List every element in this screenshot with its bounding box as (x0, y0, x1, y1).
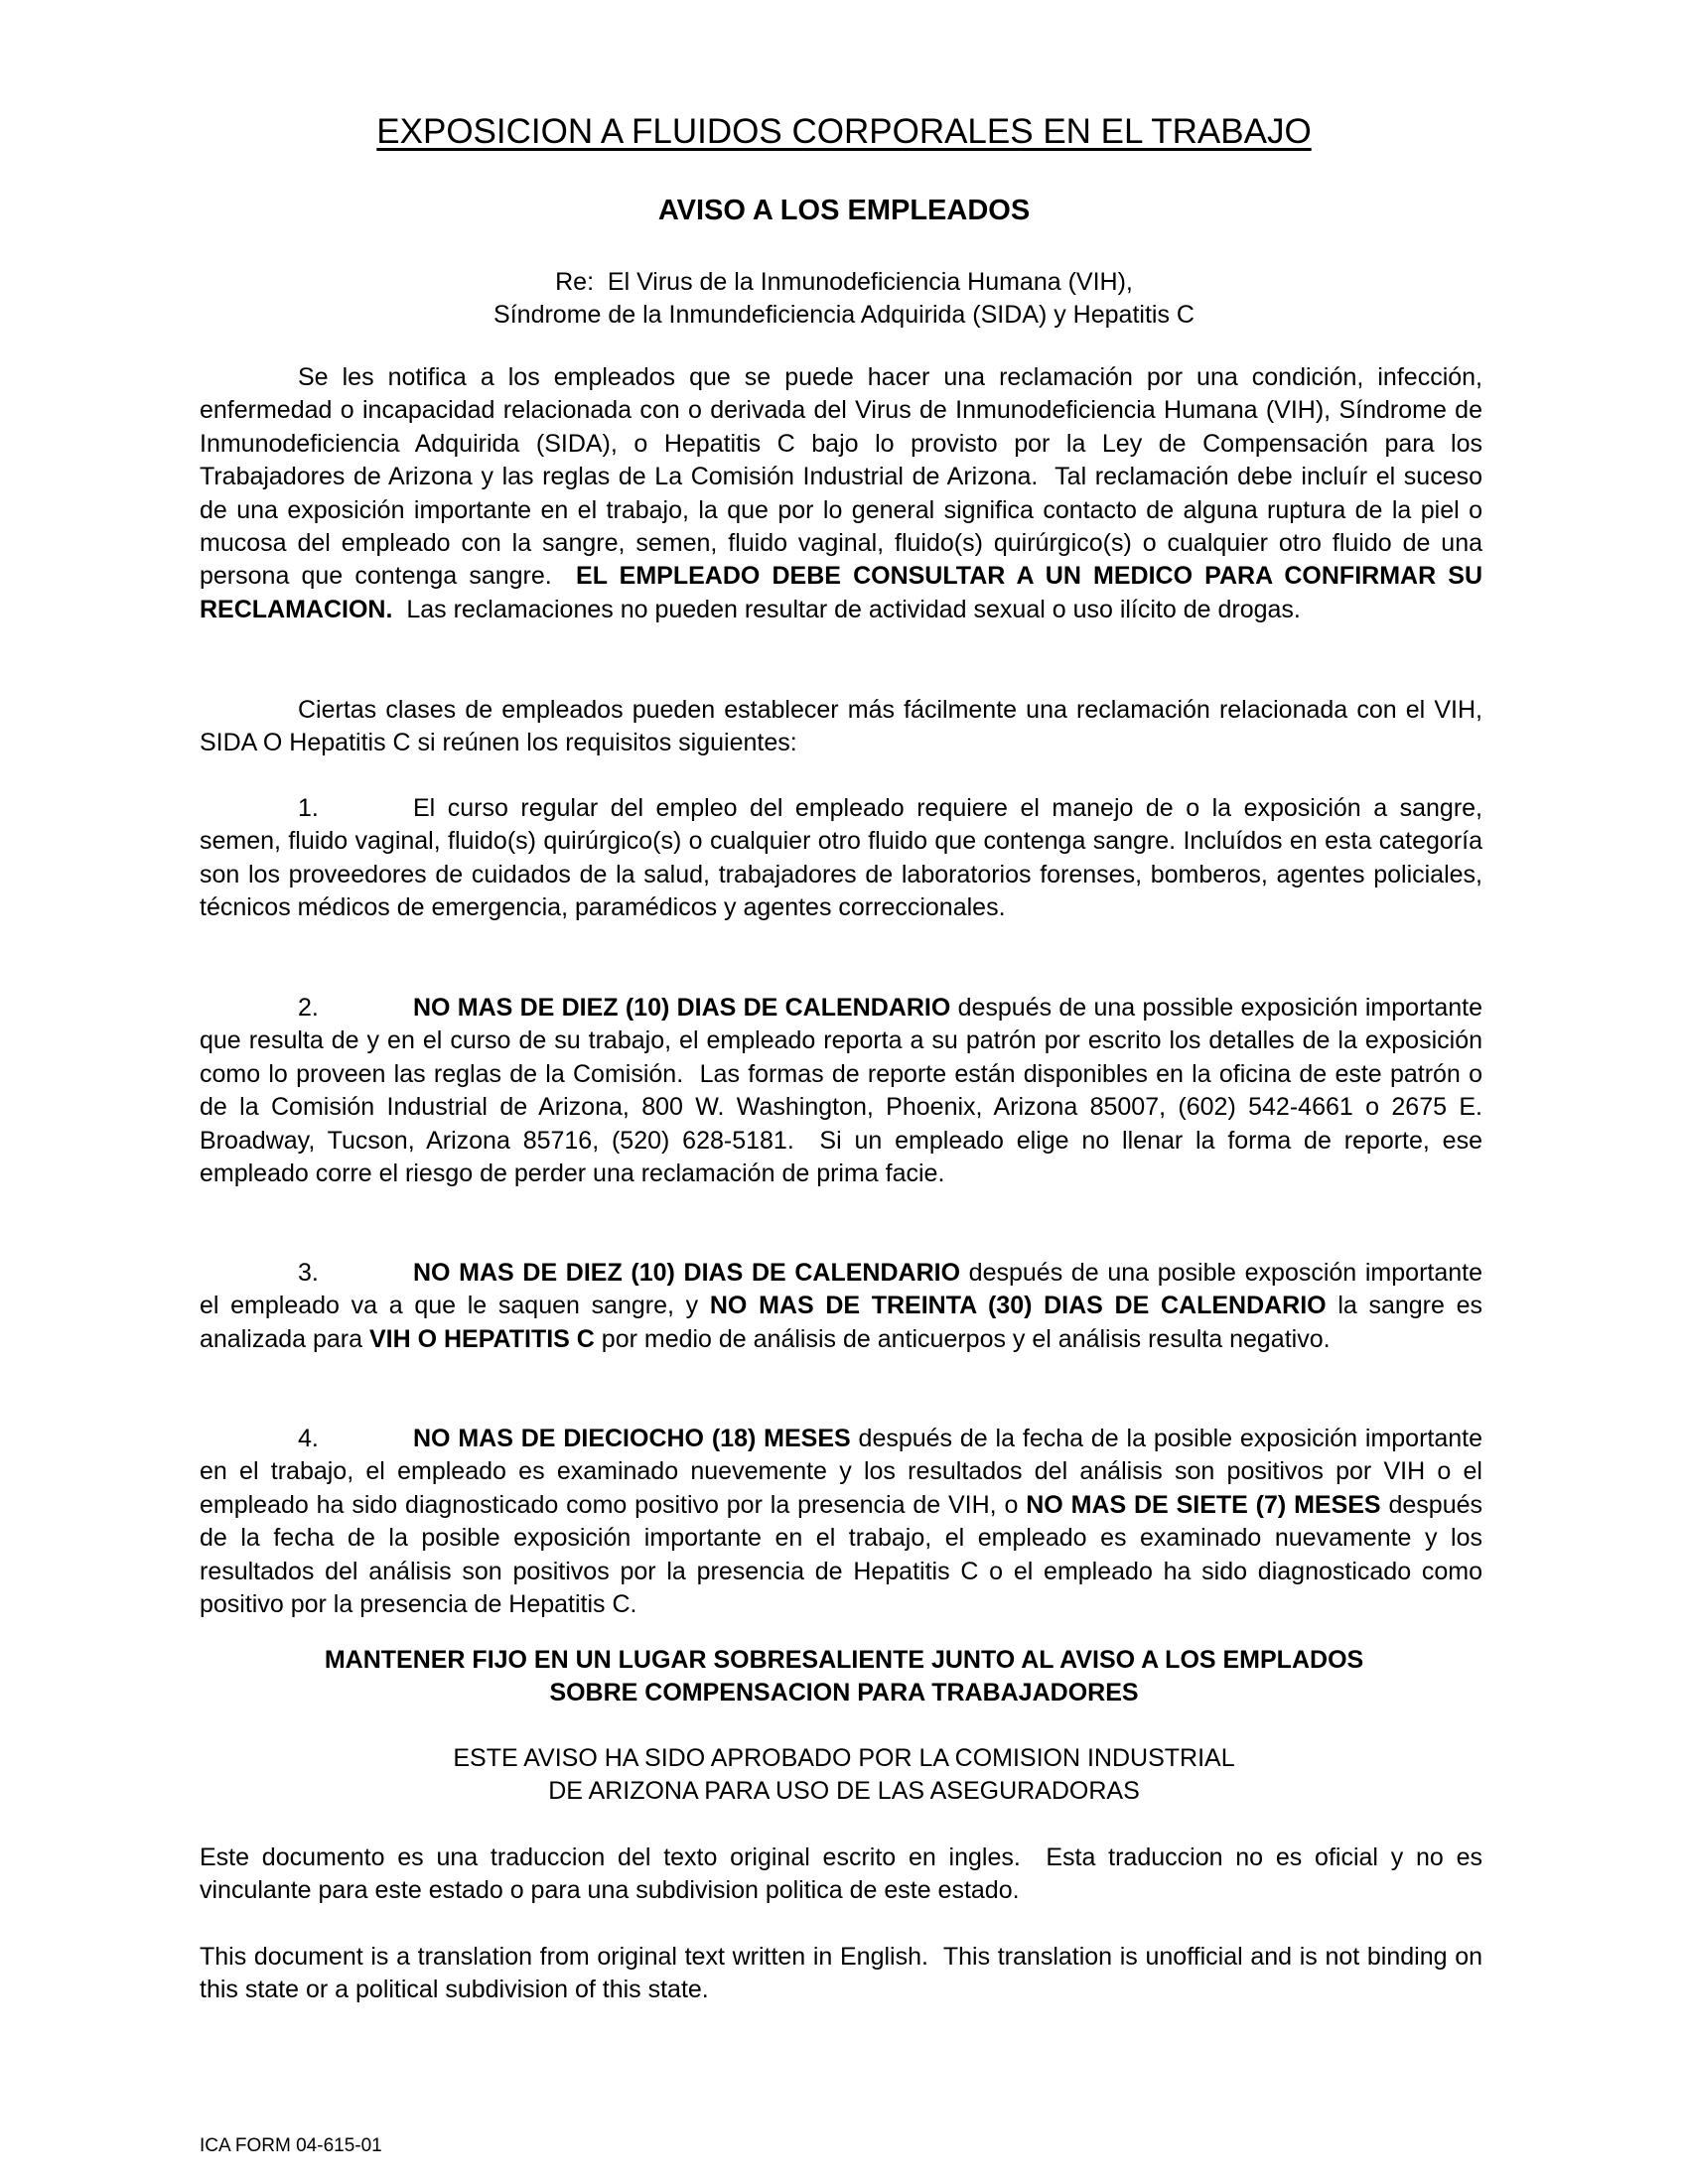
document-title: EXPOSICION A FLUIDOS CORPORALES EN EL TRABAJO (376, 112, 1312, 151)
requirement-bold-deadline: NO MAS DE DIEZ (10) DIAS DE CALENDARIO (413, 1259, 961, 1287)
requirement-text: después de una posible exposción importante el empleado va a que le saquen sangre, y (200, 1259, 1482, 1320)
requirement-text-2: después de la fecha de la posible exposición importante en el trabajo, el empleado es examinado nuevamente y los resultados del análisis son positivos por la presencia de Hepatitis C o el empleado ha sido diagnosticado como positivo por la presencia de Hepatitis C. (200, 1490, 1482, 1619)
requirement-bold-deadline: NO MAS DE DIECIOCHO (18) MESES (413, 1425, 851, 1452)
notice-text-1: Se les notifica a los empleados que se puede hacer una reclamación por una condición, infección, enfermedad o incapacidad relacionada con o derivada del Virus de Inmunodeficiencia Humana (VIH), Síndrome de Inmunodeficiencia Adquirida (SIDA), o Hepatitis C bajo lo provisto por la Ley de Compensación para los Trabajadores de Arizona y las reglas de La Comisión Industrial de Arizona. Tal reclamación debe incluír el suceso de una exposición importante en el trabajo, la que por lo general significa contacto de alguna ruptura de la piel o mucosa del empleado con la sangre, semen, fluido vaginal, fluido(s) quirúrgico(s) o cualquier otro fluido de una persona que contenga sangre. (200, 363, 1489, 591)
requirements-intro-paragraph (200, 694, 1482, 760)
requirement-item-1 (200, 792, 1482, 925)
posting-instruction (0, 1644, 1688, 1709)
notice-text-2: Las reclamaciones no pueden resultar de actividad sexual o uso ilícito de drogas. (392, 595, 1301, 623)
document-subtitle: AVISO A LOS EMPLEADOS (657, 195, 1031, 226)
regarding-line-1: Re: El Virus de la Inmunodeficiencia Humana (VIH), (555, 268, 1133, 296)
requirement-item-4 (200, 1423, 1482, 1621)
approval-statement (0, 1742, 1688, 1808)
requirement-number: 3. (298, 1259, 319, 1287)
requirement-text-2: la sangre es analizada para (200, 1292, 1483, 1353)
disclaimer-spanish (200, 1842, 1489, 1908)
requirement-item-3 (200, 1257, 1482, 1356)
requirements-intro-text: Ciertas clases de empleados pueden establecer más fácilmente una reclamación relacionada con el VIH, SIDA O Hepatitis C si reúnen los requisitos siguientes: (200, 696, 1482, 757)
requirement-item-2 (200, 992, 1489, 1190)
disclaimer-english (200, 1941, 1489, 2007)
regarding-line-2: Síndrome de la Inmundeficiencia Adquirida (SIDA) y Hepatitis C (493, 301, 1195, 329)
form-number: ICA FORM 04-615-01 (200, 2135, 382, 2156)
posting-line-1: MANTENER FIJO EN UN LUGAR SOBRESALIENTE JUNTO AL AVISO A LOS EMPLADOS (324, 1646, 1364, 1674)
requirement-bold-deadline-2: NO MAS DE SIETE (7) MESES (1026, 1490, 1381, 1519)
requirement-bold-test: VIH O HEPATITIS C (368, 1324, 595, 1353)
requirement-text: El curso regular del empleo del empleado requiere el manejo de o la exposición a sangre, semen, fluido vaginal, fluido(s) quirúrgico(s) o cualquier otro fluido que contenga sangre. Incluídos en esta categoría son los proveedores de cuidados de la salud, trabajadores de laboratorios forenses, bomberos, agentes policiales, técnicos médicos de emergencia, paramédicos y agentes correccionales. (200, 794, 1482, 922)
requirement-text-3: por medio de análisis de anticuerpos y el análisis resulta negativo. (594, 1324, 1331, 1353)
requirement-number: 2. (298, 994, 319, 1022)
requirement-bold-deadline-2: NO MAS DE TREINTA (30) DIAS DE CALENDARIO (709, 1292, 1327, 1320)
requirement-text: después de una possible exposición importante que resulta de y en el curso de su trabajo, el empleado reporta a su patrón por escrito los detalles de la exposición como lo proveen las reglas de la Comisión. Las formas de reporte están disponibles en la oficina de este patrón o de la Comisión Industrial de Arizona, 800 W. Washington, Phoenix, Arizona 85007, (602) 542-4661 o 2675 E. Broadway, Tucson, Arizona 85716, (520) 628-5181. Si un empleado elige no llenar la forma de reporte, ese empleado corre el riesgo de perder una reclamación de prima facie. (200, 994, 1489, 1188)
requirement-number: 4. (298, 1425, 319, 1452)
requirement-number: 1. (298, 794, 319, 822)
requirement-text: después de la fecha de la posible exposición importante en el trabajo, el empleado es examinado nuevemente y los resultados del análisis son positivos por VIH o el empleado ha sido diagnosticado como positivo por la presencia de VIH, o (200, 1425, 1482, 1519)
disclaimer-spanish-text: Este documento es una traduccion del texto original escrito en ingles. Esta traduccion no es oficial y no es vinculante para este estado o para una subdivision politica de este estado. (200, 1843, 1489, 1905)
notice-paragraph (200, 361, 1489, 626)
approval-line-2: DE ARIZONA PARA USO DE LAS ASEGURADORAS (548, 1777, 1140, 1805)
posting-line-2: SOBRE COMPENSACION PARA TRABAJADORES (549, 1679, 1139, 1706)
approval-line-1: ESTE AVISO HA SIDO APROBADO POR LA COMISION INDUSTRIAL (453, 1744, 1235, 1772)
regarding-block (0, 266, 1688, 332)
requirement-bold-deadline: NO MAS DE DIEZ (10) DIAS DE CALENDARIO (413, 994, 951, 1022)
notice-bold-warning: EL EMPLEADO DEBE CONSULTAR A UN MEDICO PARA CONFIRMAR SU RECLAMACION. (200, 562, 1489, 623)
disclaimer-english-text: This document is a translation from original text written in English. This translation is unofficial and is not binding on this state or a political subdivision of this state. (200, 1943, 1489, 2004)
